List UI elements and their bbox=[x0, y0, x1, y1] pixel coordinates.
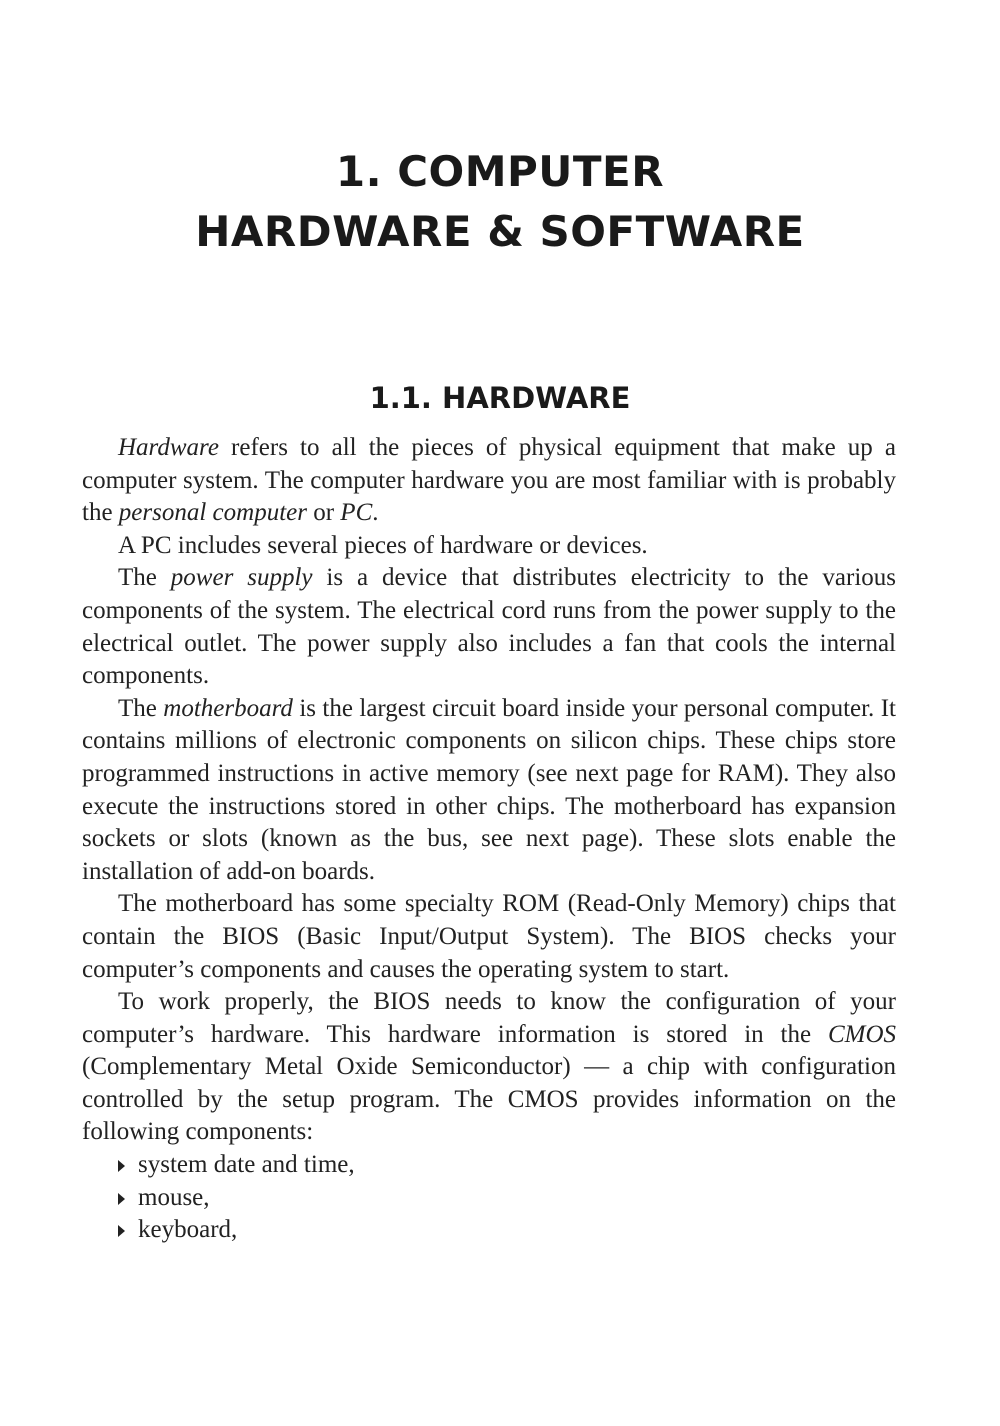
term-motherboard: motherboard bbox=[163, 694, 293, 722]
section-title: 1.1. HARDWARE bbox=[369, 381, 631, 415]
chapter-title-line-1: 1. COMPUTER bbox=[335, 147, 665, 196]
paragraph-text: (Complementary Metal Oxide Semiconductor) — a chip with configuration controlled by the setup program. The CMOS provides information on the following components: bbox=[82, 1053, 896, 1146]
paragraph-text: is a device that distributes electricity to the various components of the system. The electrical cord runs from the power supply to the electrical outlet. The power supply also includes a fan that cools the internal components. bbox=[82, 564, 896, 690]
paragraph-text: . bbox=[372, 499, 379, 527]
paragraph-text: The bbox=[118, 564, 171, 592]
term-hardware: Hardware bbox=[118, 434, 219, 461]
list-item-text: mouse, bbox=[138, 1183, 210, 1211]
paragraph-text: or bbox=[306, 499, 341, 527]
paragraph-pc-devices: A PC includes several pieces of hardware or devices. bbox=[118, 531, 648, 559]
body-text bbox=[82, 432, 896, 1247]
paragraph-hardware-definition bbox=[82, 432, 896, 530]
list-item bbox=[118, 1149, 896, 1182]
chapter-title-line-2: HARDWARE & SOFTWARE bbox=[195, 207, 805, 256]
paragraph-text: refers to all the pieces of physical equipment that make up a computer system. The computer hardware you are most familiar with is probably the bbox=[82, 434, 896, 527]
term-personal-computer: personal computer bbox=[118, 499, 307, 527]
triangle-bullet-icon bbox=[118, 1160, 125, 1172]
term-power-supply: power supply bbox=[170, 564, 313, 592]
cmos-components-list bbox=[82, 1149, 896, 1247]
paragraph-power-supply bbox=[82, 562, 896, 692]
list-item bbox=[118, 1182, 896, 1215]
paragraph-motherboard bbox=[82, 693, 896, 889]
triangle-bullet-icon bbox=[118, 1193, 125, 1205]
paragraph-text: The bbox=[118, 694, 164, 722]
paragraph-text: To work properly, the BIOS needs to know the configuration of your computer’s hardware. This hardware information is stored in the bbox=[82, 988, 896, 1048]
term-pc: PC bbox=[340, 499, 373, 527]
paragraph-bios: The motherboard has some specialty ROM (Read-Only Memory) chips that contain the BIOS (Basic Input/Output System). The BIOS checks your computer’s components and causes the operating system to start. bbox=[82, 890, 896, 983]
list-item-text: system date and time, bbox=[138, 1151, 355, 1179]
paragraph-text: is the largest circuit board inside your personal computer. It contains millions of electronic components on silicon chips. These chips store programmed instructions in active memory (see next page for RAM). They also execute the instructions stored in other chips. The motherboard has expansion sockets or slots (known as the bus, see next page). These slots enable the installation of add-on boards. bbox=[82, 694, 896, 885]
term-cmos: CMOS bbox=[827, 1020, 896, 1048]
paragraph-cmos bbox=[82, 986, 896, 1149]
list-item-text: keyboard, bbox=[138, 1216, 238, 1244]
chapter-title bbox=[0, 142, 1000, 262]
list-item bbox=[118, 1214, 896, 1247]
triangle-bullet-icon bbox=[118, 1225, 125, 1237]
